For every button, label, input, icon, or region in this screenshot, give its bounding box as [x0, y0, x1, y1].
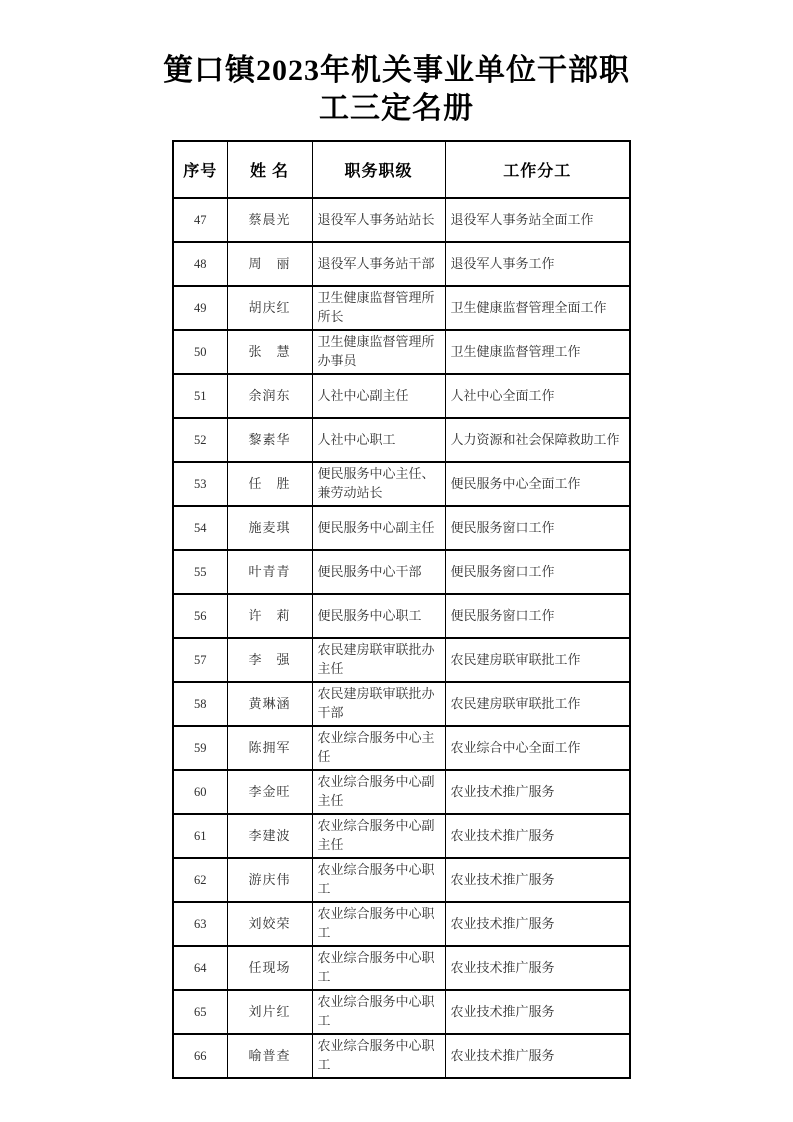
- cell-position: 卫生健康监督管理所办事员: [312, 330, 445, 374]
- cell-serial: 51: [173, 374, 227, 418]
- cell-position: 农业综合服务中心职工: [312, 902, 445, 946]
- cell-duty: 农业技术推广服务: [445, 902, 630, 946]
- table-row: [173, 990, 630, 1034]
- cell-duty: 卫生健康监督管理全面工作: [445, 286, 630, 330]
- cell-name: 黎素华: [227, 418, 312, 462]
- cell-duty: 农业技术推广服务: [445, 770, 630, 814]
- cell-serial: 59: [173, 726, 227, 770]
- cell-duty: 退役军人事务站全面工作: [445, 198, 630, 242]
- cell-name: 胡庆红: [227, 286, 312, 330]
- cell-position: 便民服务中心职工: [312, 594, 445, 638]
- cell-name: 余润东: [227, 374, 312, 418]
- table-row: [173, 770, 630, 814]
- cell-name: 刘片红: [227, 990, 312, 1034]
- cell-duty: 退役军人事务工作: [445, 242, 630, 286]
- table-row: [173, 726, 630, 770]
- cell-position: 人社中心副主任: [312, 374, 445, 418]
- header-duty: 工作分工: [445, 141, 630, 198]
- cell-serial: 61: [173, 814, 227, 858]
- page-title: 筻口镇2023年机关事业单位干部职工三定名册: [163, 54, 630, 125]
- cell-serial: 48: [173, 242, 227, 286]
- cell-position: 农业综合服务中心副主任: [312, 814, 445, 858]
- cell-position: 农民建房联审联批办主任: [312, 638, 445, 682]
- cell-position: 农业综合服务中心主任: [312, 726, 445, 770]
- table-row: [173, 506, 630, 550]
- cell-name: 叶青青: [227, 550, 312, 594]
- table-body: [173, 198, 630, 1078]
- cell-serial: 62: [173, 858, 227, 902]
- cell-serial: 52: [173, 418, 227, 462]
- cell-position: 便民服务中心干部: [312, 550, 445, 594]
- cell-duty: 农业技术推广服务: [445, 814, 630, 858]
- cell-serial: 66: [173, 1034, 227, 1078]
- cell-name: 黄琳涵: [227, 682, 312, 726]
- cell-position: 便民服务中心主任、兼劳动站长: [312, 462, 445, 506]
- cell-duty: 农民建房联审联批工作: [445, 682, 630, 726]
- table-row: [173, 594, 630, 638]
- cell-duty: 便民服务中心全面工作: [445, 462, 630, 506]
- cell-duty: 农业技术推广服务: [445, 858, 630, 902]
- cell-duty: 农业技术推广服务: [445, 946, 630, 990]
- cell-position: 农业综合服务中心职工: [312, 858, 445, 902]
- table-row: [173, 242, 630, 286]
- cell-name: 李建波: [227, 814, 312, 858]
- table-row: [173, 286, 630, 330]
- cell-position: 农业综合服务中心职工: [312, 1034, 445, 1078]
- cell-serial: 63: [173, 902, 227, 946]
- table-row: [173, 462, 630, 506]
- cell-serial: 53: [173, 462, 227, 506]
- cell-position: 退役军人事务站干部: [312, 242, 445, 286]
- table-row: [173, 946, 630, 990]
- table-row: [173, 330, 630, 374]
- cell-duty: 农民建房联审联批工作: [445, 638, 630, 682]
- table-row: [173, 1034, 630, 1078]
- header-name: 姓 名: [227, 141, 312, 198]
- table-row: [173, 814, 630, 858]
- cell-serial: 55: [173, 550, 227, 594]
- cell-name: 李金旺: [227, 770, 312, 814]
- cell-position: 人社中心职工: [312, 418, 445, 462]
- roster-table: [172, 140, 631, 1079]
- cell-name: 喻普查: [227, 1034, 312, 1078]
- cell-name: 刘姣荣: [227, 902, 312, 946]
- cell-name: 蔡晨光: [227, 198, 312, 242]
- cell-serial: 57: [173, 638, 227, 682]
- cell-duty: 便民服务窗口工作: [445, 594, 630, 638]
- cell-name: 周 丽: [227, 242, 312, 286]
- table-row: [173, 198, 630, 242]
- cell-name: 施麦琪: [227, 506, 312, 550]
- cell-name: 张 慧: [227, 330, 312, 374]
- cell-position: 农民建房联审联批办干部: [312, 682, 445, 726]
- header-serial: 序号: [173, 141, 227, 198]
- table-row: [173, 902, 630, 946]
- cell-position: 卫生健康监督管理所所长: [312, 286, 445, 330]
- cell-name: 任 胜: [227, 462, 312, 506]
- cell-position: 农业综合服务中心职工: [312, 946, 445, 990]
- cell-duty: 人力资源和社会保障救助工作: [445, 418, 630, 462]
- cell-duty: 农业技术推广服务: [445, 1034, 630, 1078]
- table-row: [173, 858, 630, 902]
- cell-name: 任现场: [227, 946, 312, 990]
- table-header: [173, 141, 630, 198]
- header-position: 职务职级: [312, 141, 445, 198]
- cell-name: 陈拥军: [227, 726, 312, 770]
- cell-serial: 64: [173, 946, 227, 990]
- cell-position: 农业综合服务中心职工: [312, 990, 445, 1034]
- cell-serial: 65: [173, 990, 227, 1034]
- cell-name: 李 强: [227, 638, 312, 682]
- table-row: [173, 374, 630, 418]
- cell-position: 退役军人事务站站长: [312, 198, 445, 242]
- cell-duty: 农业综合中心全面工作: [445, 726, 630, 770]
- cell-serial: 60: [173, 770, 227, 814]
- table-row: [173, 638, 630, 682]
- cell-name: 许 莉: [227, 594, 312, 638]
- cell-serial: 58: [173, 682, 227, 726]
- cell-serial: 54: [173, 506, 227, 550]
- cell-position: 农业综合服务中心副主任: [312, 770, 445, 814]
- cell-serial: 56: [173, 594, 227, 638]
- table-row: [173, 682, 630, 726]
- cell-duty: 便民服务窗口工作: [445, 550, 630, 594]
- cell-duty: 便民服务窗口工作: [445, 506, 630, 550]
- cell-duty: 农业技术推广服务: [445, 990, 630, 1034]
- table-row: [173, 550, 630, 594]
- cell-serial: 49: [173, 286, 227, 330]
- cell-name: 游庆伟: [227, 858, 312, 902]
- cell-serial: 50: [173, 330, 227, 374]
- cell-position: 便民服务中心副主任: [312, 506, 445, 550]
- cell-duty: 人社中心全面工作: [445, 374, 630, 418]
- header-row: [173, 141, 630, 198]
- table-row: [173, 418, 630, 462]
- cell-duty: 卫生健康监督管理工作: [445, 330, 630, 374]
- cell-serial: 47: [173, 198, 227, 242]
